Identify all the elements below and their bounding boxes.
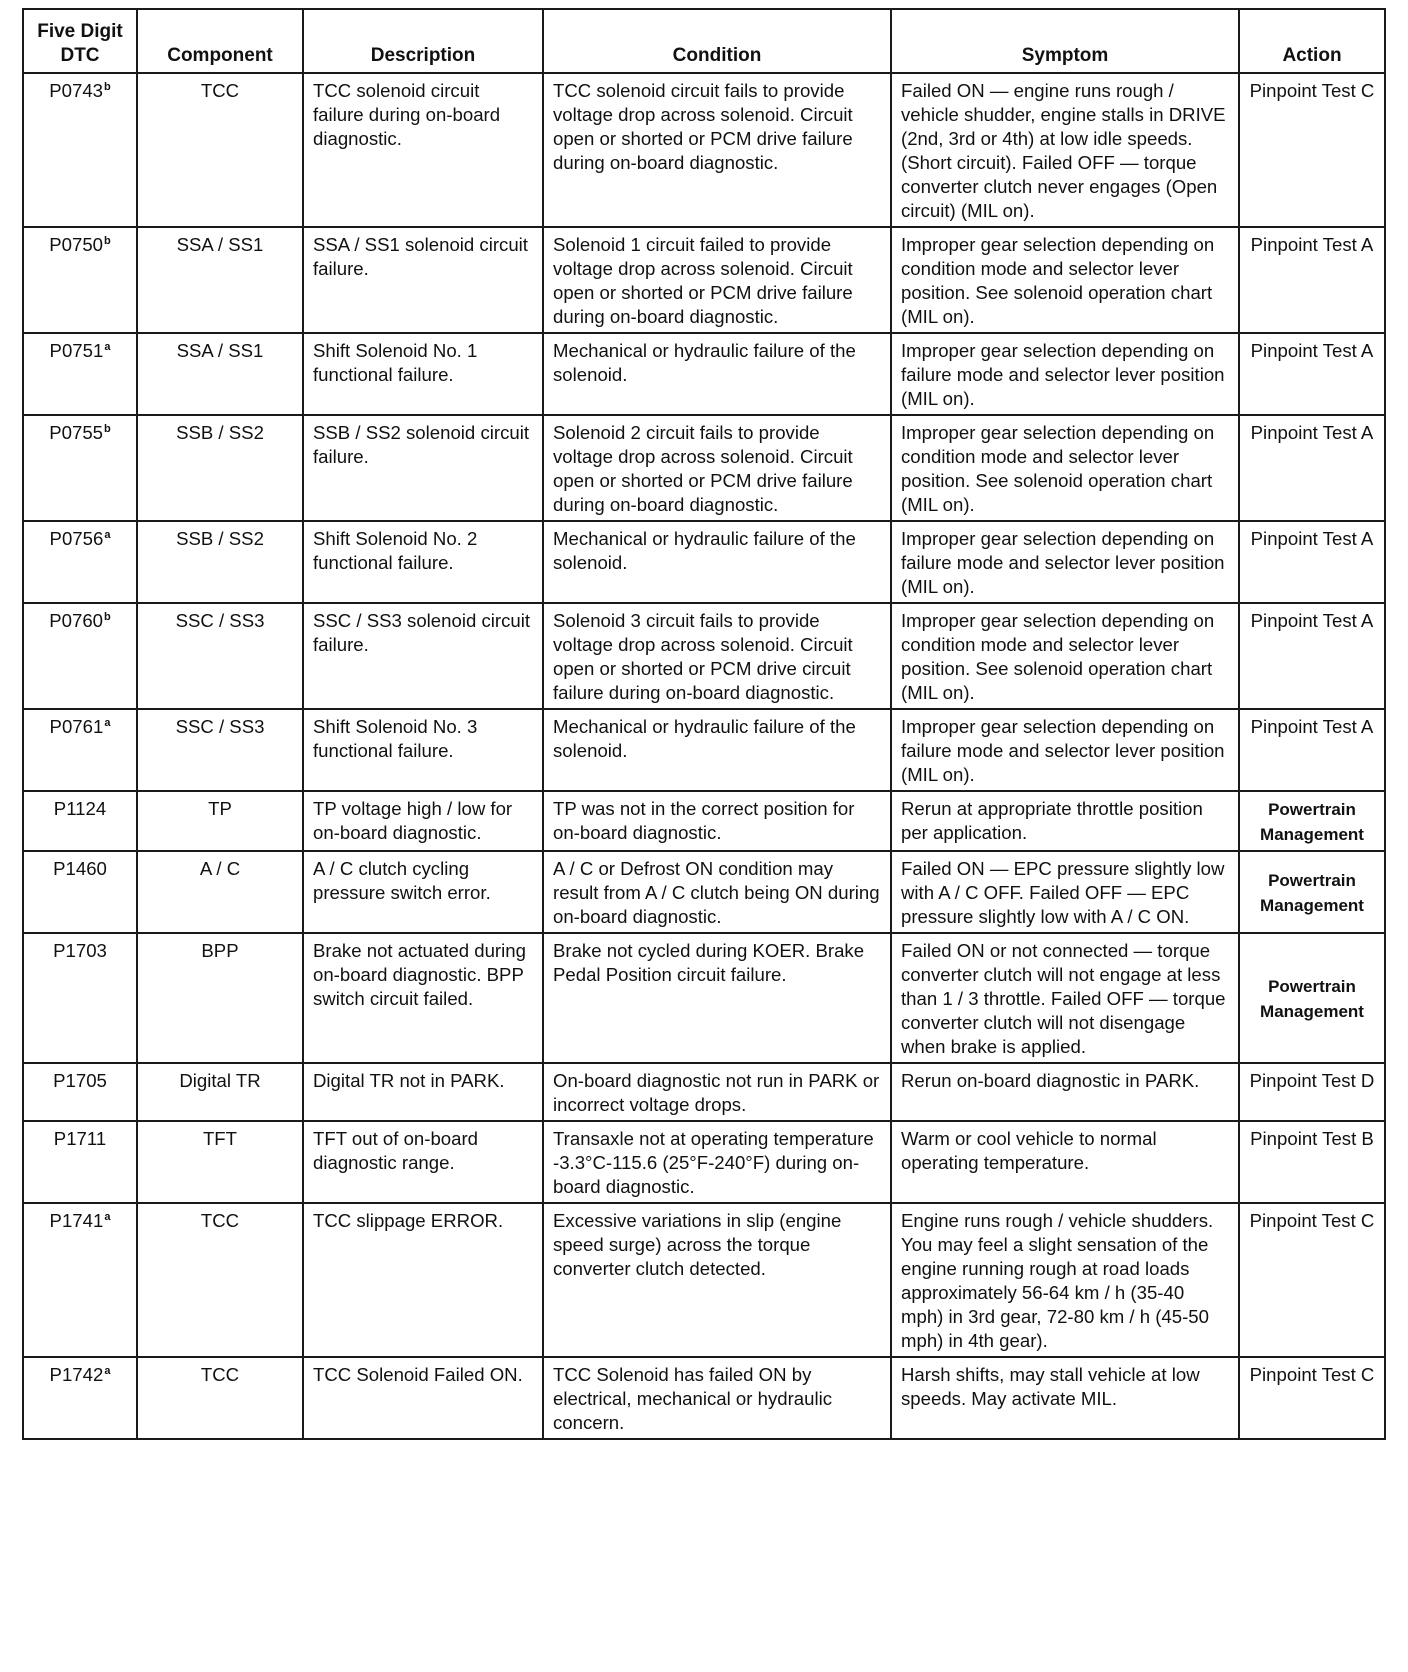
description-cell: Brake not actuated during on-board diagnostic. BPP switch circuit failed. xyxy=(303,933,543,1063)
action-label: Powertrain Management xyxy=(1260,871,1364,915)
action-label: Powertrain Management xyxy=(1260,800,1364,844)
dtc-code: P0743 xyxy=(49,80,104,101)
component-cell: Digital TR xyxy=(137,1063,303,1121)
table-row xyxy=(23,415,1385,521)
dtc-cell xyxy=(23,521,137,603)
dtc-code: P1460 xyxy=(53,858,107,879)
component-cell: SSC / SS3 xyxy=(137,709,303,791)
table-row xyxy=(23,709,1385,791)
description-cell: TCC slippage ERROR. xyxy=(303,1203,543,1357)
dtc-code: P1742 xyxy=(49,1364,104,1385)
dtc-code: P1703 xyxy=(53,940,107,961)
dtc-cell xyxy=(23,603,137,709)
symptom-cell: Improper gear selection depending on condition mode and selector lever position. See solenoid operation chart (MIL on). xyxy=(891,227,1239,333)
description-cell: TCC solenoid circuit failure during on-board diagnostic. xyxy=(303,73,543,227)
action-label: Pinpoint Test A xyxy=(1250,340,1374,361)
condition-cell: TP was not in the correct position for on-board diagnostic. xyxy=(543,791,891,851)
description-cell: Shift Solenoid No. 3 functional failure. xyxy=(303,709,543,791)
condition-cell: Solenoid 1 circuit failed to provide voltage drop across solenoid. Circuit open or shorted or PCM drive failure during on-board diagnostic. xyxy=(543,227,891,333)
description-cell: TFT out of on-board diagnostic range. xyxy=(303,1121,543,1203)
action-cell xyxy=(1239,851,1385,933)
condition-cell: Mechanical or hydraulic failure of the solenoid. xyxy=(543,333,891,415)
component-cell: SSB / SS2 xyxy=(137,415,303,521)
table-row xyxy=(23,791,1385,851)
table-row xyxy=(23,73,1385,227)
action-label: Pinpoint Test A xyxy=(1250,422,1374,443)
action-label: Pinpoint Test C xyxy=(1249,1364,1375,1385)
action-cell xyxy=(1239,603,1385,709)
dtc-code: P1124 xyxy=(53,798,107,819)
action-label: Pinpoint Test B xyxy=(1250,1128,1374,1149)
dtc-footnote-marker: b xyxy=(104,423,111,435)
description-cell: A / C clutch cycling pressure switch error. xyxy=(303,851,543,933)
component-cell: TCC xyxy=(137,1203,303,1357)
condition-cell: TCC Solenoid has failed ON by electrical, mechanical or hydraulic concern. xyxy=(543,1357,891,1439)
table-row xyxy=(23,933,1385,1063)
action-cell xyxy=(1239,1121,1385,1203)
action-cell xyxy=(1239,521,1385,603)
description-cell: SSB / SS2 solenoid circuit failure. xyxy=(303,415,543,521)
dtc-cell xyxy=(23,1203,137,1357)
action-cell xyxy=(1239,333,1385,415)
dtc-code: P0761 xyxy=(49,716,104,737)
dtc-code: P0755 xyxy=(49,422,104,443)
symptom-cell: Failed ON — engine runs rough / vehicle shudder, engine stalls in DRIVE (2nd, 3rd or 4th) at low idle speeds. (Short circuit). Failed OFF — torque converter clutch never engages (Open circuit) (MIL on). xyxy=(891,73,1239,227)
dtc-footnote-marker: a xyxy=(104,341,111,353)
action-cell xyxy=(1239,1203,1385,1357)
dtc-footnote-marker: a xyxy=(104,1365,111,1377)
table-body xyxy=(23,73,1385,1439)
symptom-cell: Improper gear selection depending on failure mode and selector lever position (MIL on). xyxy=(891,709,1239,791)
symptom-cell: Improper gear selection depending on condition mode and selector lever position. See solenoid operation chart (MIL on). xyxy=(891,603,1239,709)
component-cell: SSA / SS1 xyxy=(137,227,303,333)
description-cell: SSC / SS3 solenoid circuit failure. xyxy=(303,603,543,709)
action-label: Pinpoint Test C xyxy=(1249,1210,1375,1231)
component-cell: TCC xyxy=(137,73,303,227)
table-row xyxy=(23,1121,1385,1203)
component-cell: TCC xyxy=(137,1357,303,1439)
description-cell: TCC Solenoid Failed ON. xyxy=(303,1357,543,1439)
condition-cell: TCC solenoid circuit fails to provide voltage drop across solenoid. Circuit open or shorted or PCM drive failure during on-board diagnostic. xyxy=(543,73,891,227)
table-row xyxy=(23,333,1385,415)
symptom-cell: Improper gear selection depending on condition mode and selector lever position. See solenoid operation chart (MIL on). xyxy=(891,415,1239,521)
condition-cell: Mechanical or hydraulic failure of the solenoid. xyxy=(543,521,891,603)
table-row xyxy=(23,1063,1385,1121)
dtc-table-container xyxy=(22,8,1384,1440)
component-cell: SSB / SS2 xyxy=(137,521,303,603)
action-cell xyxy=(1239,933,1385,1063)
dtc-code: P0756 xyxy=(49,528,104,549)
action-cell xyxy=(1239,227,1385,333)
condition-cell: Mechanical or hydraulic failure of the solenoid. xyxy=(543,709,891,791)
description-cell: Shift Solenoid No. 1 functional failure. xyxy=(303,333,543,415)
table-row xyxy=(23,1357,1385,1439)
dtc-cell xyxy=(23,709,137,791)
action-label: Pinpoint Test A xyxy=(1250,610,1374,631)
action-label: Pinpoint Test A xyxy=(1250,716,1374,737)
dtc-cell xyxy=(23,1121,137,1203)
description-cell: TP voltage high / low for on-board diagnostic. xyxy=(303,791,543,851)
action-label: Powertrain Management xyxy=(1260,977,1364,1021)
symptom-cell: Improper gear selection depending on failure mode and selector lever position (MIL on). xyxy=(891,333,1239,415)
symptom-cell: Rerun on-board diagnostic in PARK. xyxy=(891,1063,1239,1121)
symptom-cell: Warm or cool vehicle to normal operating temperature. xyxy=(891,1121,1239,1203)
dtc-code: P1741 xyxy=(49,1210,104,1231)
table-row xyxy=(23,1203,1385,1357)
action-label: Pinpoint Test A xyxy=(1250,528,1374,549)
header-description: Description xyxy=(303,9,543,73)
component-cell: TP xyxy=(137,791,303,851)
action-label: Pinpoint Test C xyxy=(1249,80,1375,101)
dtc-table xyxy=(22,8,1386,1440)
header-dtc: Five Digit DTC xyxy=(23,9,137,73)
condition-cell: Solenoid 3 circuit fails to provide voltage drop across solenoid. Circuit open or shorted or PCM drive circuit failure during on-board diagnostic. xyxy=(543,603,891,709)
header-component: Component xyxy=(137,9,303,73)
dtc-cell xyxy=(23,415,137,521)
dtc-code: P1711 xyxy=(53,1128,107,1149)
symptom-cell: Harsh shifts, may stall vehicle at low speeds. May activate MIL. xyxy=(891,1357,1239,1439)
component-cell: SSC / SS3 xyxy=(137,603,303,709)
condition-cell: Excessive variations in slip (engine speed surge) across the torque converter clutch detected. xyxy=(543,1203,891,1357)
dtc-cell xyxy=(23,791,137,851)
dtc-cell xyxy=(23,1357,137,1439)
action-label: Pinpoint Test A xyxy=(1250,234,1374,255)
symptom-cell: Failed ON — EPC pressure slightly low with A / C OFF. Failed OFF — EPC pressure slightly low with A / C ON. xyxy=(891,851,1239,933)
dtc-cell xyxy=(23,73,137,227)
dtc-footnote-marker: b xyxy=(104,81,111,93)
dtc-cell xyxy=(23,333,137,415)
header-condition: Condition xyxy=(543,9,891,73)
table-row xyxy=(23,521,1385,603)
component-cell: BPP xyxy=(137,933,303,1063)
dtc-code: P0750 xyxy=(49,234,104,255)
condition-cell: Transaxle not at operating temperature -3.3°C-115.6 (25°F-240°F) during on-board diagnostic. xyxy=(543,1121,891,1203)
dtc-code: P0760 xyxy=(49,610,104,631)
component-cell: A / C xyxy=(137,851,303,933)
description-cell: Shift Solenoid No. 2 functional failure. xyxy=(303,521,543,603)
action-cell xyxy=(1239,1357,1385,1439)
condition-cell: A / C or Defrost ON condition may result from A / C clutch being ON during on-board diagnostic. xyxy=(543,851,891,933)
description-cell: SSA / SS1 solenoid circuit failure. xyxy=(303,227,543,333)
action-cell xyxy=(1239,709,1385,791)
action-label: Pinpoint Test D xyxy=(1249,1070,1375,1091)
description-cell: Digital TR not in PARK. xyxy=(303,1063,543,1121)
dtc-footnote-marker: b xyxy=(104,611,111,623)
dtc-cell xyxy=(23,851,137,933)
dtc-code: P0751 xyxy=(49,340,104,361)
component-cell: TFT xyxy=(137,1121,303,1203)
header-symptom: Symptom xyxy=(891,9,1239,73)
symptom-cell: Failed ON or not connected — torque converter clutch will not engage at less than 1 / 3 throttle. Failed OFF — torque converter clutch will not disengage when brake is applied. xyxy=(891,933,1239,1063)
dtc-cell xyxy=(23,1063,137,1121)
dtc-footnote-marker: a xyxy=(104,1211,111,1223)
dtc-cell xyxy=(23,933,137,1063)
symptom-cell: Improper gear selection depending on failure mode and selector lever position (MIL on). xyxy=(891,521,1239,603)
dtc-footnote-marker: a xyxy=(104,529,111,541)
table-row xyxy=(23,851,1385,933)
dtc-footnote-marker: b xyxy=(104,235,111,247)
table-row xyxy=(23,227,1385,333)
component-cell: SSA / SS1 xyxy=(137,333,303,415)
action-cell xyxy=(1239,791,1385,851)
table-row xyxy=(23,603,1385,709)
dtc-code: P1705 xyxy=(53,1070,107,1091)
header-row xyxy=(23,9,1385,73)
condition-cell: Brake not cycled during KOER. Brake Pedal Position circuit failure. xyxy=(543,933,891,1063)
condition-cell: On-board diagnostic not run in PARK or incorrect voltage drops. xyxy=(543,1063,891,1121)
condition-cell: Solenoid 2 circuit fails to provide voltage drop across solenoid. Circuit open or shorted or PCM drive failure during on-board diagnostic. xyxy=(543,415,891,521)
header-action: Action xyxy=(1239,9,1385,73)
action-cell xyxy=(1239,1063,1385,1121)
dtc-cell xyxy=(23,227,137,333)
action-cell xyxy=(1239,415,1385,521)
dtc-footnote-marker: a xyxy=(104,717,111,729)
action-cell xyxy=(1239,73,1385,227)
symptom-cell: Engine runs rough / vehicle shudders. You may feel a slight sensation of the engine running rough at road loads approximately 56-64 km / h (35-40 mph) in 3rd gear, 72-80 km / h (45-50 mph) in 4th gear). xyxy=(891,1203,1239,1357)
symptom-cell: Rerun at appropriate throttle position per application. xyxy=(891,791,1239,851)
